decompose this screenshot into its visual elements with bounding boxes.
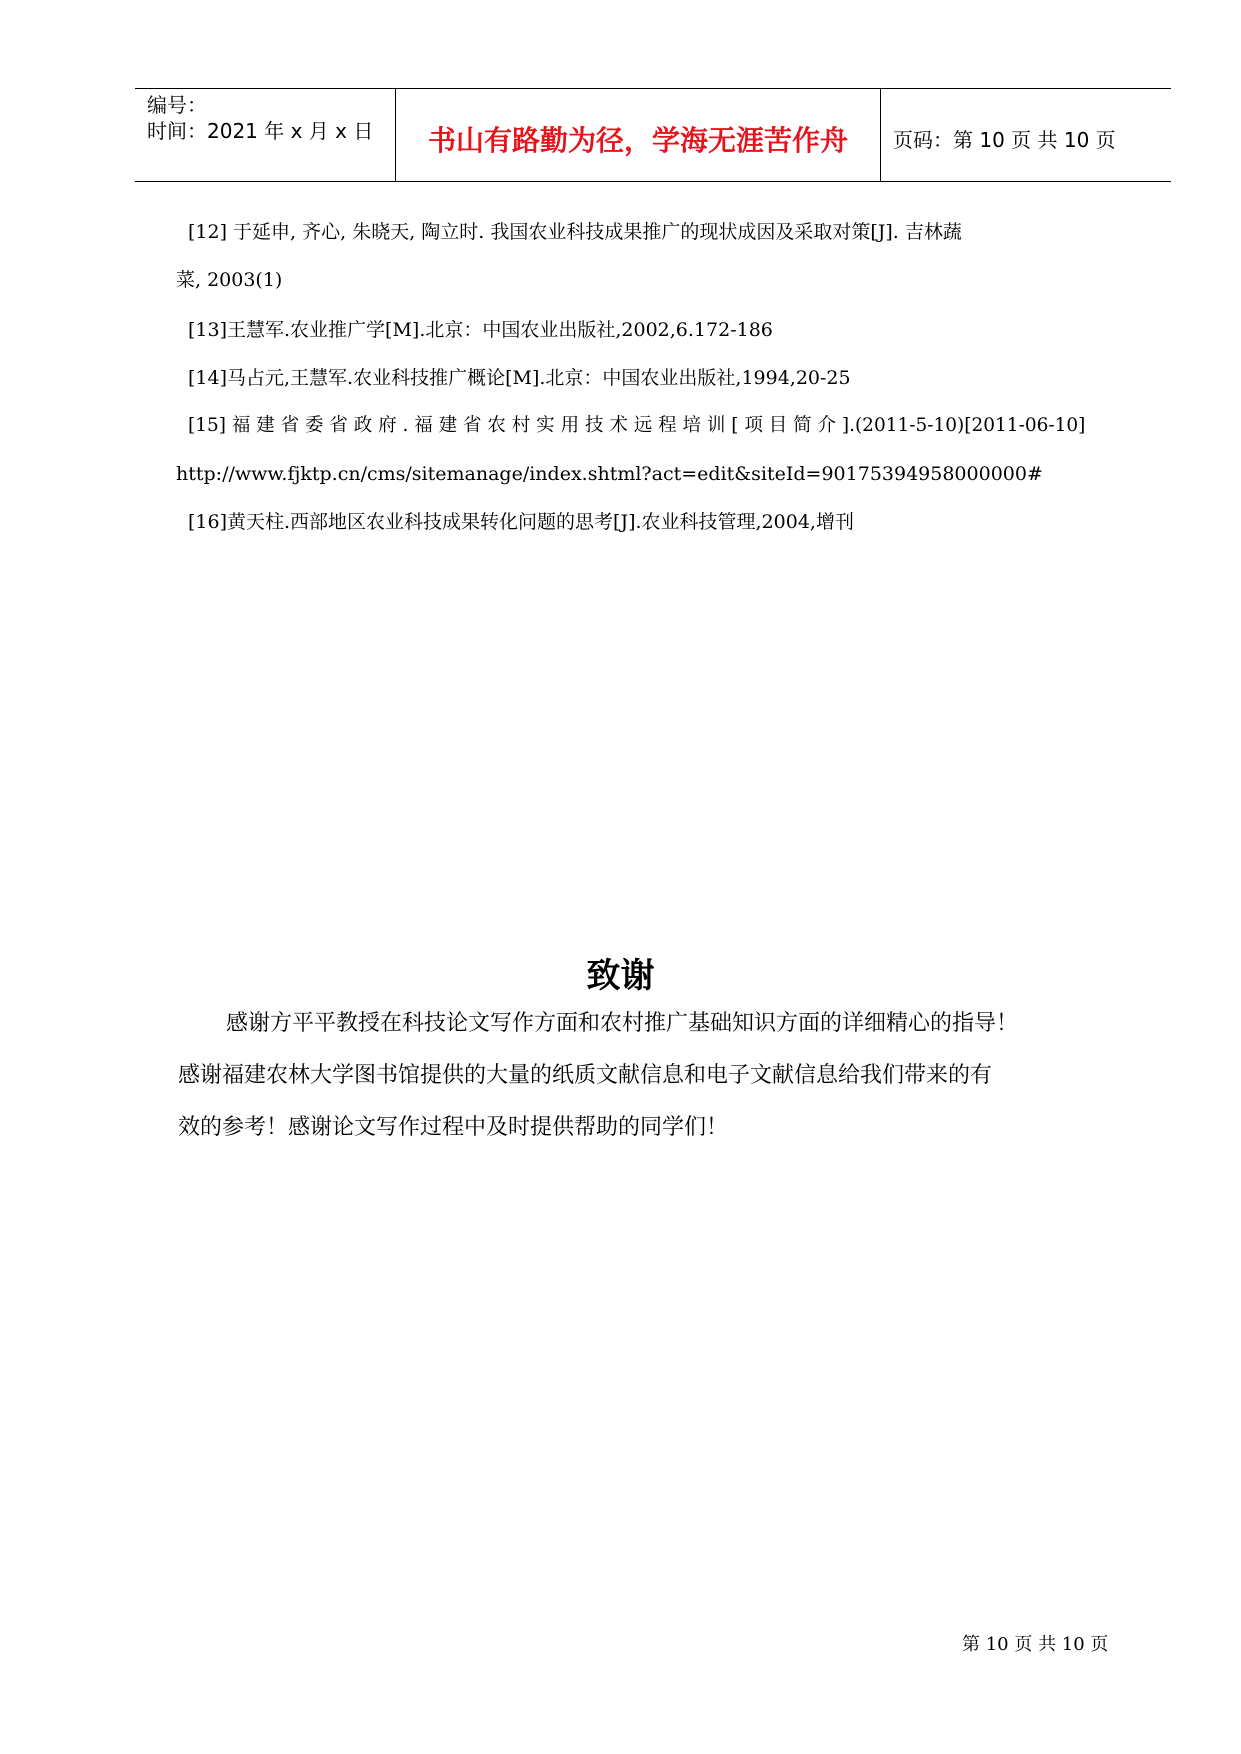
reference-15-line1: [15] 福 建 省 委 省 政 府 . 福 建 省 农 村 实 用 技 术 远 程 培 训 [ 项 目 简 介 ].(2011-5-10)[2011-06-10]	[188, 415, 1086, 436]
date-line: 时间：2021 年 x 月 x 日	[147, 119, 374, 143]
header-page-code: 页码：第 10 页 共 10 页	[893, 128, 1116, 152]
header-motto-cell	[395, 89, 881, 181]
reference-12-line1: [12] 于延申, 齐心, 朱晓天, 陶立时. 我国农业科技成果推广的现状成因及采取对策[J]. 吉林蔬	[188, 221, 962, 243]
page-footer: 第 10 页 共 10 页	[962, 1634, 1109, 1655]
reference-12-line2: 菜, 2003(1)	[176, 269, 283, 291]
acknowledgement-line3: 效的参考！感谢论文写作过程中及时提供帮助的同学们！	[178, 1115, 729, 1140]
acknowledgement-line2: 感谢福建农林大学图书馆提供的大量的纸质文献信息和电子文献信息给我们带来的有	[178, 1063, 993, 1088]
header-info-cell	[135, 89, 395, 181]
reference-14: [14]马占元,王慧军.农业科技推广概论[M].北京：中国农业出版社,1994,20-25	[188, 367, 851, 389]
serial-label: 编号：	[147, 93, 207, 117]
header-motto: 书山有路勤为径，学海无涯苦作舟	[427, 124, 848, 157]
reference-13: [13]王慧军.农业推广学[M].北京：中国农业出版社,2002,6.172-186	[188, 319, 773, 341]
acknowledgement-line1: 感谢方平平教授在科技论文写作方面和农村推广基础知识方面的详细精心的指导！	[226, 1011, 1019, 1036]
header-page-cell	[881, 89, 1171, 181]
acknowledgement-title: 致谢	[586, 956, 655, 996]
page-header	[135, 88, 1171, 182]
reference-16: [16]黄天柱.西部地区农业科技成果转化问题的思考[J].农业科技管理,2004,增刊	[188, 511, 854, 533]
reference-15-line2: http://www.fjktp.cn/cms/sitemanage/index.shtml?act=edit&siteId=90175394958000000#	[176, 463, 1043, 485]
